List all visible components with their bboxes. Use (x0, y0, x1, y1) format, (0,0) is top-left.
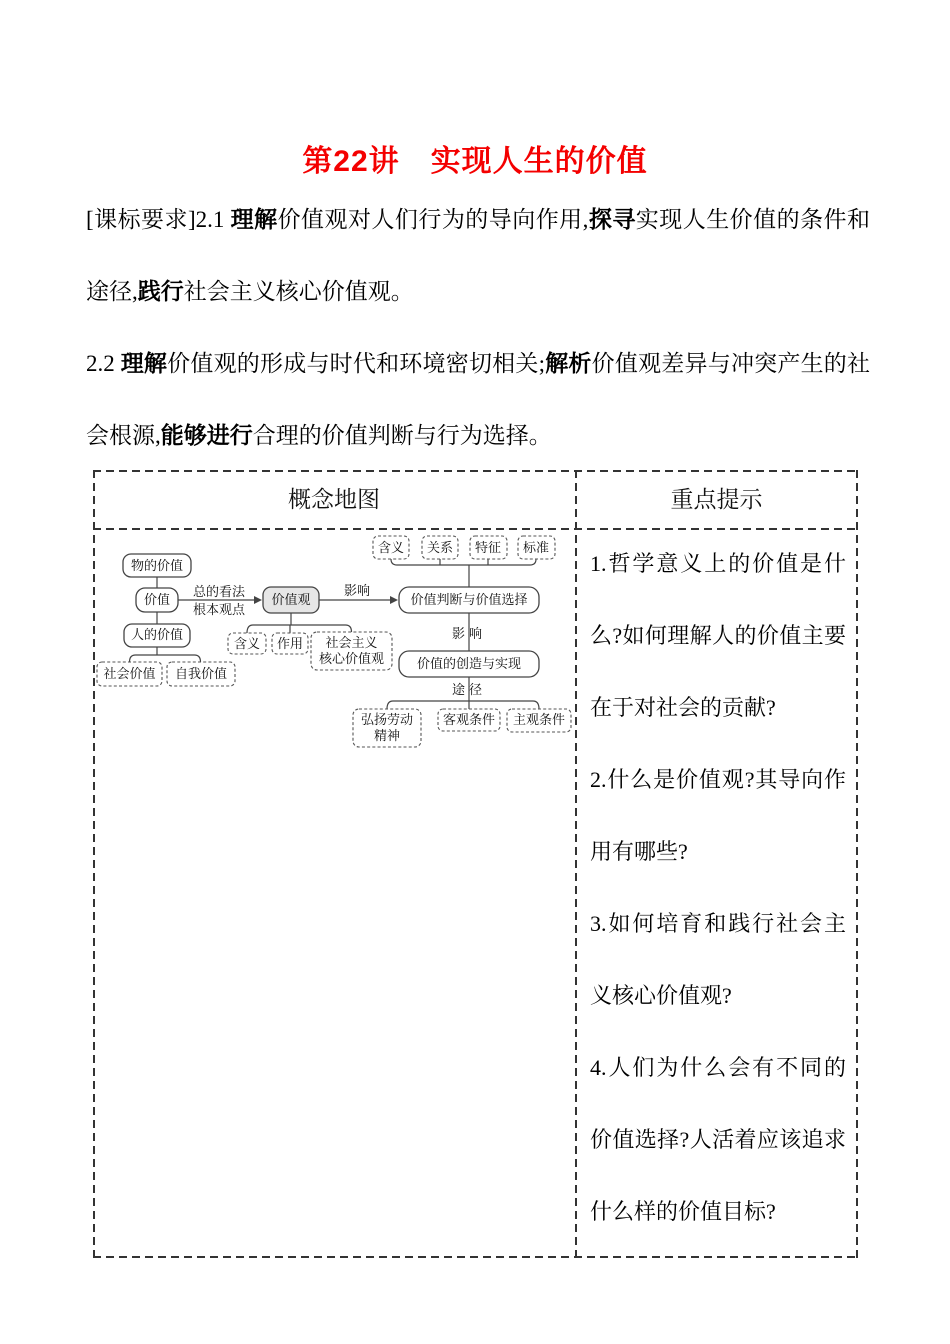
emphasis-text: 践行 (137, 279, 184, 304)
edge-label-influence-2: 影响 (451, 626, 487, 641)
node-feature (470, 536, 507, 559)
svg-text:核心价值观: 核心价值观 (318, 651, 385, 666)
svg-text:价值判断与价值选择: 价值判断与价值选择 (410, 592, 528, 607)
plain-text: 社会主义核心价值观。 (183, 279, 414, 304)
emphasis-text: 理解 (120, 351, 168, 376)
svg-text:人的价值: 人的价值 (130, 627, 184, 642)
summary-table (93, 470, 858, 1258)
svg-text:精神: 精神 (373, 728, 401, 743)
svg-text:含义: 含义 (233, 636, 261, 651)
edge-label-approach: 途径 (451, 682, 487, 697)
svg-text:主观条件: 主观条件 (512, 712, 566, 727)
node-judgment-choice (399, 587, 539, 613)
svg-text:关系: 关系 (426, 540, 454, 555)
edge-label-fundamental-view: 根本观点 (192, 602, 246, 617)
node-creation-realization (399, 651, 539, 677)
standards-paragraph-1 (86, 184, 870, 328)
node-relation (422, 536, 458, 559)
emphasis-text: 解析 (545, 351, 592, 376)
svg-text:含义: 含义 (377, 540, 405, 555)
page-title: 第22讲 实现人生的价值 (302, 145, 648, 178)
plain-text: [课标要求]2.1 (86, 207, 231, 232)
key-points-list (576, 528, 858, 1248)
key-point-item: 2.什么是价值观?其导向作用有哪些? (590, 767, 846, 864)
edge-label-influence-1: 影响 (343, 583, 371, 598)
emphasis-text: 探寻 (588, 207, 636, 232)
course-standards (86, 184, 870, 472)
plain-text: 价值观对人们行为的导向作用, (277, 207, 589, 232)
edge-label-overall-view: 总的看法 (192, 584, 246, 599)
node-thing-value (123, 554, 191, 577)
node-value (136, 588, 178, 612)
node-meaning-top (373, 536, 409, 559)
svg-text:标准: 标准 (522, 540, 550, 555)
node-self-value (167, 662, 235, 686)
node-meaning-mid (228, 633, 266, 654)
svg-text:社会价值: 社会价值 (103, 666, 156, 681)
svg-text:自我价值: 自我价值 (174, 666, 228, 681)
svg-text:客观条件: 客观条件 (442, 712, 496, 727)
node-labor-spirit (353, 709, 421, 747)
emphasis-text: 理解 (230, 207, 278, 232)
plain-text: 2.2 (86, 351, 121, 376)
key-point-item: 1.哲学意义上的价值是什么?如何理解人的价值主要在于对社会的贡献? (590, 551, 846, 720)
node-socialist-core-values (311, 632, 392, 670)
svg-text:价值的创造与实现: 价值的创造与实现 (416, 656, 522, 671)
concept-map-header: 概念地图 (288, 486, 380, 512)
svg-text:社会主义: 社会主义 (325, 635, 378, 650)
node-function (272, 633, 308, 654)
node-objective-condition (438, 709, 500, 731)
svg-text:特征: 特征 (474, 540, 502, 555)
key-points-header: 重点提示 (670, 486, 763, 512)
plain-text: 价值观差异与冲突产生的社会根源, (86, 351, 871, 448)
svg-text:物的价值: 物的价值 (130, 558, 184, 573)
key-point-item: 4.人们为什么会有不同的价值选择?人活着应该追求什么样的价值目标? (590, 1055, 846, 1224)
svg-text:作用: 作用 (276, 636, 304, 651)
emphasis-text: 能够进行 (160, 423, 253, 448)
standards-paragraph-2 (86, 328, 870, 472)
node-subjective-condition (507, 709, 571, 732)
plain-text: 实现人生价值的条件和途径, (86, 207, 871, 304)
node-social-value (97, 662, 162, 686)
key-point-item: 3.如何培育和践行社会主义核心价值观? (590, 911, 846, 1008)
svg-text:价值观: 价值观 (271, 592, 311, 607)
svg-text:价值: 价值 (143, 592, 171, 607)
concept-map-diagram (95, 532, 573, 762)
node-values-outlook (263, 587, 319, 613)
node-standard (518, 536, 555, 559)
node-human-value (124, 624, 190, 647)
plain-text: 合理的价值判断与行为选择。 (252, 423, 552, 448)
svg-text:弘扬劳动: 弘扬劳动 (360, 712, 414, 727)
plain-text: 价值观的形成与时代和环境密切相关; (167, 351, 545, 376)
